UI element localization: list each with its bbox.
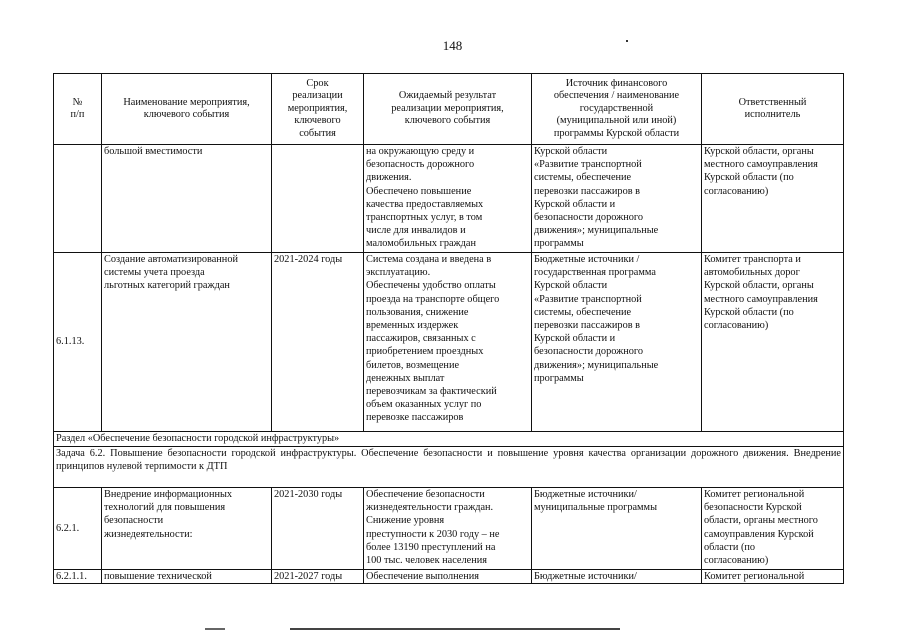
row-num: 6.1.13.: [54, 253, 102, 432]
row-term: 2021-2030 годы: [272, 488, 364, 570]
row-executor: Курской области, органы местного самоуправления Курской области (по согласованию): [702, 145, 844, 253]
row-source: Курской области «Развитие транспортной системы, обеспечение перевозки пассажиров в Курской области и безопасности дорожного движения»; муниципальные программы: [532, 145, 702, 253]
task-row: [54, 447, 844, 488]
row-source: Бюджетные источники/: [532, 570, 702, 584]
row-name: Создание автоматизированной системы учета проезда льготных категорий граждан: [102, 253, 272, 432]
scan-artifact: [290, 628, 620, 630]
row-executor: Комитет транспорта и автомобильных дорог Курской области, органы местного самоуправления Курской области (по согласованию): [702, 253, 844, 432]
measures-table: [53, 73, 844, 584]
row-source: Бюджетные источники / государственная программа Курской области «Развитие транспортной системы, обеспечение перевозки пассажиров в Курской области и безопасности дорожного движения»; муниципальные программы: [532, 253, 702, 432]
header-result: Ожидаемый результат реализации мероприятия, ключевого события: [364, 74, 532, 145]
row-term: [272, 145, 364, 253]
row-name: большой вместимости: [102, 145, 272, 253]
row-term: 2021-2027 годы: [272, 570, 364, 584]
section-row: [54, 432, 844, 447]
header-executor: Ответственный исполнитель: [702, 74, 844, 145]
row-executor: Комитет региональной: [702, 570, 844, 584]
header-num: № п/п: [54, 74, 102, 145]
row-result: Система создана и введена в эксплуатацию. Обеспечены удобство оплаты проезда на транспорте общего пользования, снижение временных издержек пассажиров, связанных с приобретением проездных билетов, возмещение денежных выплат перевозчикам за фактический объем оказанных услуг по перевозке пассажиров: [364, 253, 532, 432]
row-name: повышение технической: [102, 570, 272, 584]
table-header-row: [54, 74, 844, 145]
page-number: 148: [442, 38, 463, 53]
header-term: Срок реализации мероприятия, ключевого события: [272, 74, 364, 145]
section-title: Раздел «Обеспечение безопасности городской инфраструктуры»: [54, 432, 844, 447]
row-num: [54, 145, 102, 253]
row-term: 2021-2024 годы: [272, 253, 364, 432]
table-row: [54, 570, 844, 584]
scan-speck: [626, 40, 628, 42]
table-row: [54, 145, 844, 253]
table-row: [54, 253, 844, 432]
table-row: [54, 488, 844, 570]
row-result: Обеспечение безопасности жизнедеятельности граждан. Снижение уровня преступности к 2030 году – не более 13190 преступлений на 100 тыс. человек населения: [364, 488, 532, 570]
task-title: Задача 6.2. Повышение безопасности городской инфраструктуры. Обеспечение безопасности и повышение уровня качества организации дорожного движения. Внедрение принципов нулевой терпимости к ДТП: [54, 447, 844, 488]
row-num: 6.2.1.: [54, 488, 102, 570]
scan-artifact: [205, 628, 225, 630]
row-result: Обеспечение выполнения: [364, 570, 532, 584]
row-num: 6.2.1.1.: [54, 570, 102, 584]
row-source: Бюджетные источники/ муниципальные программы: [532, 488, 702, 570]
row-result: на окружающую среду и безопасность дорожного движения. Обеспечено повышение качества предоставляемых транспортных услуг, в том числе для инвалидов и маломобильных граждан: [364, 145, 532, 253]
row-name: Внедрение информационных технологий для повышения безопасности жизнедеятельности:: [102, 488, 272, 570]
header-name: Наименование мероприятия, ключевого события: [102, 74, 272, 145]
header-source: Источник финансового обеспечения / наименование государственной (муниципальной или иной) программы Курской области: [532, 74, 702, 145]
row-executor: Комитет региональной безопасности Курской области, органы местного самоуправления Курской области (по согласованию): [702, 488, 844, 570]
